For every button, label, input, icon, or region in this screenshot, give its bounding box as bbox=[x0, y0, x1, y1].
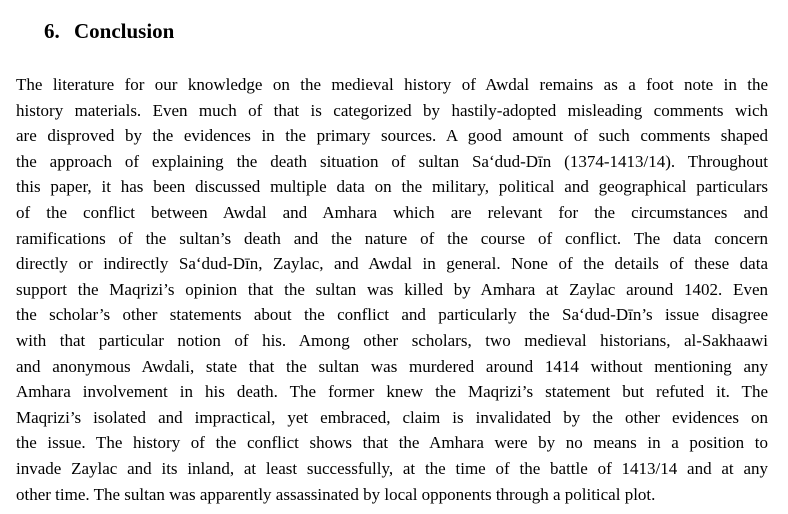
paragraph-line: of the conflict between Awdal and Amhara which are relevant for the circumstances and bbox=[16, 202, 768, 222]
paragraph-line: are disproved by the evidences in the primary sources. A good amount of such comments shaped bbox=[16, 126, 768, 146]
paragraph-line: support the Maqrizi’s opinion that the sultan was killed by Amhara at Zaylac around 1402. Even bbox=[16, 279, 768, 299]
section-heading bbox=[44, 18, 174, 44]
paragraph-line: Maqrizi’s isolated and impractical, yet embraced, claim is invalidated by the other evidences on bbox=[16, 407, 768, 427]
paragraph-line: The literature for our knowledge on the medieval history of Awdal remains as a foot note in the bbox=[16, 75, 768, 94]
paragraph-line: ramifications of the sultan’s death and the nature of the course of conflict. The data concern bbox=[16, 228, 768, 248]
section-number: 6. bbox=[44, 19, 60, 43]
paragraph-line: and anonymous Awdali, state that the sultan was murdered around 1414 without mentioning any bbox=[16, 356, 768, 376]
paragraph-line: this paper, it has been discussed multiple data on the military, political and geographical particulars bbox=[16, 177, 768, 197]
section-title: Conclusion bbox=[74, 19, 175, 43]
paragraph-line: the issue. The history of the conflict shows that the Amhara were by no means in a position to bbox=[16, 433, 768, 453]
paragraph-line: directly or indirectly Sa‘dud-Dīn, Zaylac, and Awdal in general. None of the details of these data bbox=[16, 254, 768, 274]
conclusion-paragraph bbox=[16, 72, 768, 507]
paragraph-line: the approach of explaining the death situation of sultan Sa‘dud-Dīn (1374-1413/14). Throughout bbox=[16, 151, 768, 171]
paragraph-line: history materials. Even much of that is categorized by hastily-adopted misleading comments wich bbox=[16, 100, 768, 120]
paragraph-line: with that particular notion of his. Among other scholars, two medieval historians, al-Sakhaawi bbox=[16, 330, 768, 350]
paragraph-line: invade Zaylac and its inland, at least successfully, at the time of the battle of 1413/14 and at any bbox=[16, 458, 768, 478]
paragraph-line: other time. The sultan was apparently assassinated by local opponents through a political plot. bbox=[16, 484, 656, 504]
paragraph-line: the scholar’s other statements about the conflict and particularly the Sa‘dud-Dīn’s issue disagree bbox=[16, 305, 768, 325]
paragraph-line: Amhara involvement in his death. The former knew the Maqrizi’s statement but refuted it. The bbox=[16, 382, 768, 402]
